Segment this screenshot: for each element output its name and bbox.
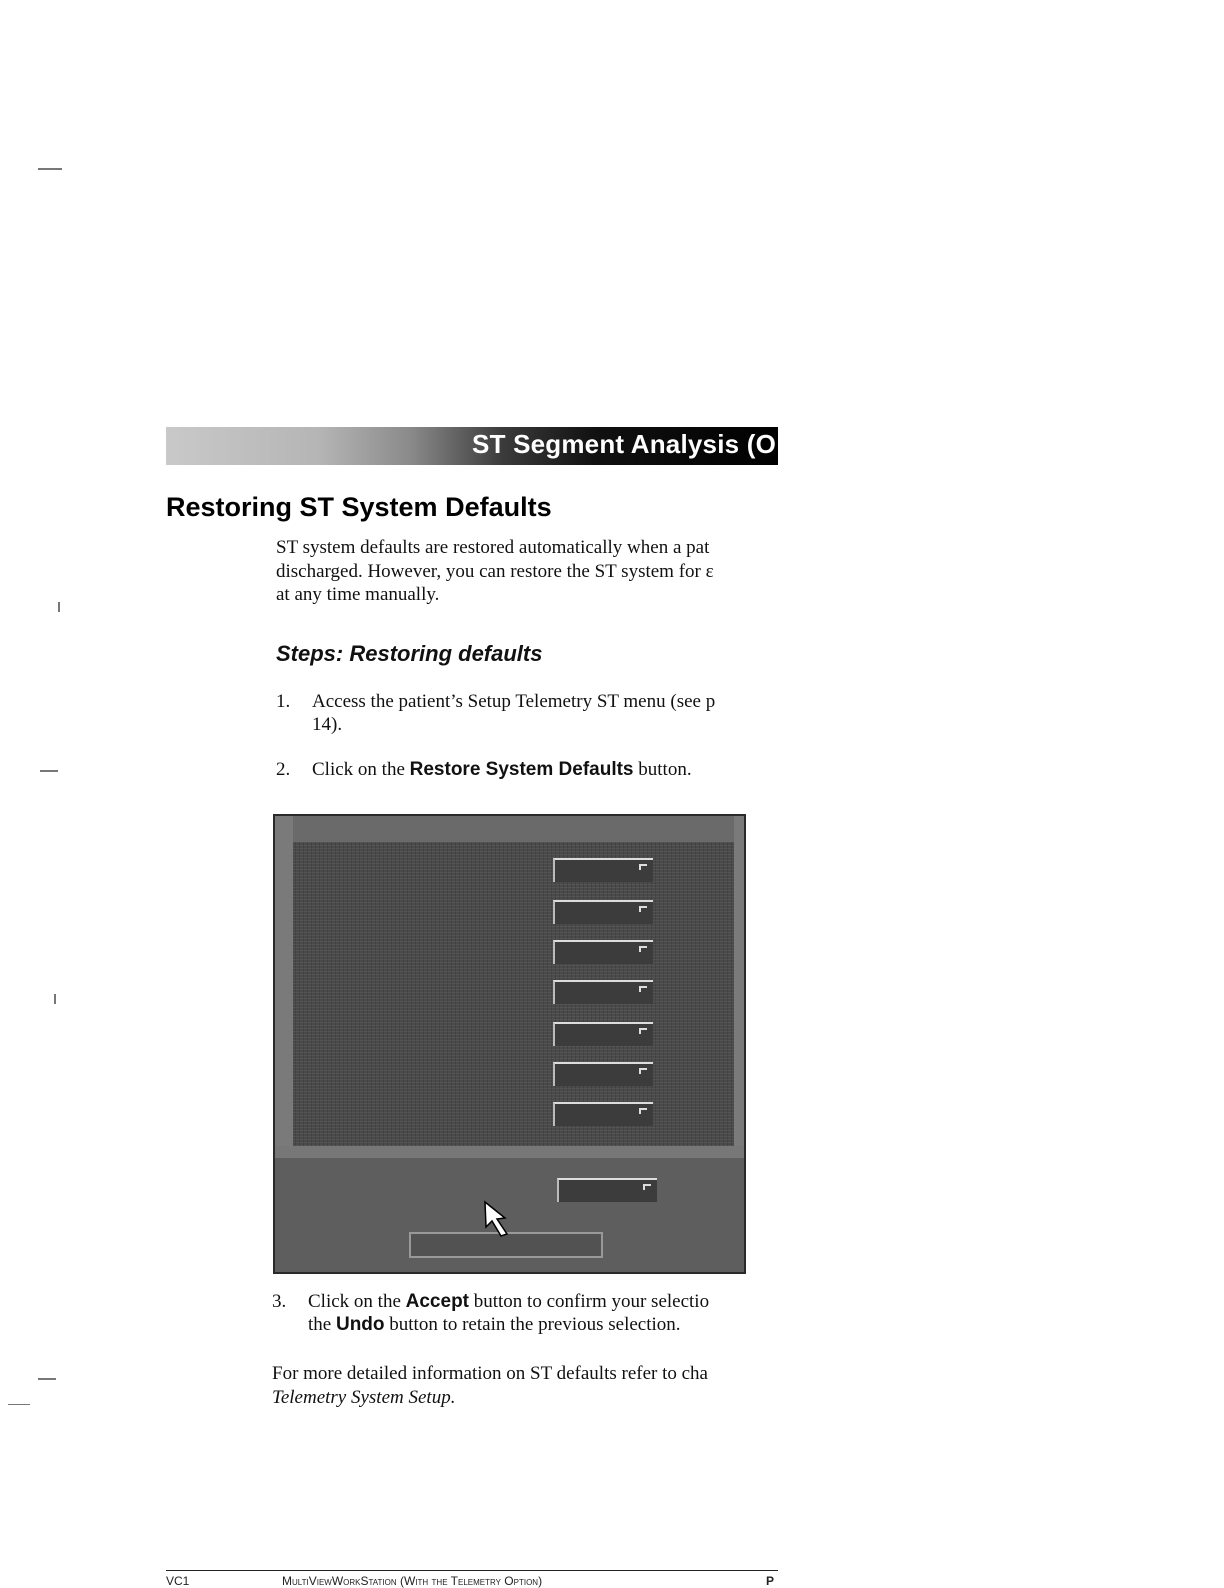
dropdown-field <box>557 1178 657 1202</box>
section-title: Restoring ST System Defaults <box>166 492 552 522</box>
step-text: the <box>308 1314 336 1335</box>
dropdown-field <box>553 1062 653 1086</box>
restore-defaults-label: Restore System Defaults <box>409 759 634 780</box>
step-text: 14). <box>312 714 343 735</box>
scan-speck <box>58 602 60 612</box>
pointer-arrow-icon <box>483 1200 513 1238</box>
scan-speck <box>40 770 58 772</box>
step-text: button to confirm your selectio <box>469 1291 710 1312</box>
dropdown-field <box>553 1102 653 1126</box>
step-text: Click on the <box>312 759 410 780</box>
accept-label: Accept <box>405 1291 469 1312</box>
scan-speck <box>38 1378 56 1380</box>
dropdown-field <box>553 980 653 1004</box>
screenshot-divider <box>275 1146 744 1158</box>
step-text: button. <box>633 759 692 780</box>
chapter-header-bar <box>166 427 778 465</box>
step-number: 1. <box>276 691 291 712</box>
undo-label: Undo <box>335 1314 385 1335</box>
footer-center: MultiViewWorkStation (With the Telemetry Option) <box>282 1574 543 1588</box>
closing-line: For more detailed information on ST defaults refer to cha <box>272 1363 708 1384</box>
chapter-reference: Telemetry System Setup. <box>272 1387 456 1408</box>
step-text: Click on the <box>308 1291 406 1312</box>
closing-paragraph <box>272 1362 782 1410</box>
screenshot-title-band <box>275 816 744 842</box>
intro-paragraph <box>276 536 786 607</box>
dropdown-field <box>553 858 653 882</box>
footer-right: P <box>766 1574 775 1588</box>
intro-line: at any time manually. <box>276 584 440 605</box>
scan-speck <box>54 994 56 1004</box>
chapter-title: ST Segment Analysis (O <box>472 429 776 459</box>
footer-rule <box>166 1570 778 1571</box>
dropdown-field <box>553 1022 653 1046</box>
step-text: button to retain the previous selection. <box>384 1314 681 1335</box>
steps-heading: Steps: Restoring defaults <box>276 641 543 666</box>
scan-speck <box>8 1404 30 1405</box>
dropdown-field <box>553 900 653 924</box>
scan-speck <box>38 168 62 170</box>
setup-telemetry-st-screenshot <box>273 814 746 1274</box>
intro-line: discharged. However, you can restore the ST system for ε <box>276 560 714 582</box>
step-number: 3. <box>272 1291 287 1312</box>
intro-line: ST system defaults are restored automatically when a pat <box>276 537 710 558</box>
footer-left: VC1 <box>166 1574 190 1588</box>
step-number: 2. <box>276 759 291 780</box>
step-text: Access the patient’s Setup Telemetry ST menu (see p <box>312 691 716 712</box>
dropdown-field <box>553 940 653 964</box>
